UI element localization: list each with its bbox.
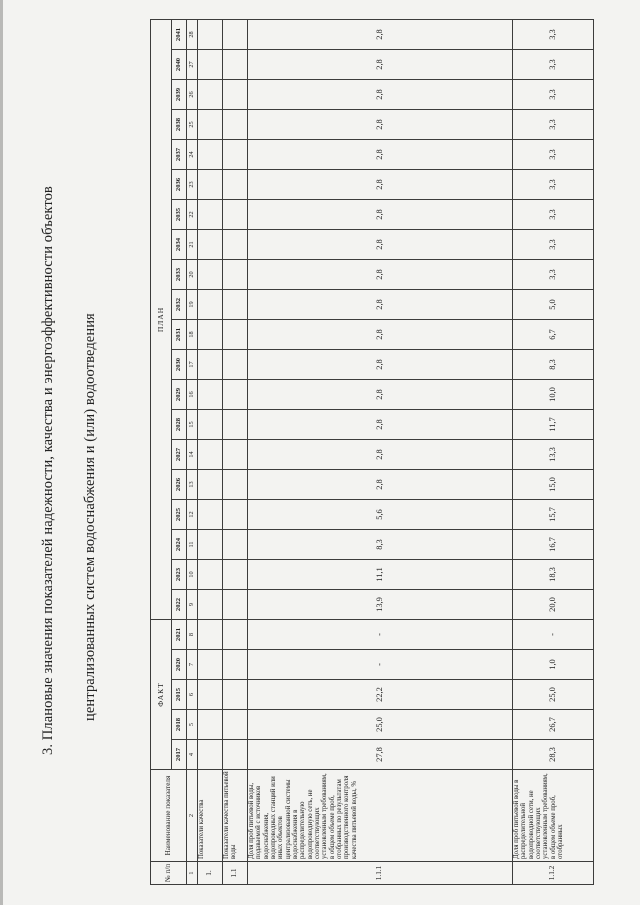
column-number: 26: [187, 80, 198, 110]
row-number: 1.1.1: [248, 862, 513, 885]
table-row: [248, 20, 513, 885]
plan-value: 3,3: [513, 170, 594, 200]
fact-value: [223, 740, 248, 770]
column-number: 4: [187, 740, 198, 770]
plan-value: [223, 560, 248, 590]
plan-value: 8,3: [248, 530, 513, 560]
plan-value: 2,8: [248, 230, 513, 260]
fact-value: [198, 680, 223, 710]
row-number: 1.: [198, 862, 223, 885]
plan-value: [223, 380, 248, 410]
column-number: 17: [187, 350, 198, 380]
fact-value: [198, 620, 223, 650]
column-number: 1: [187, 862, 198, 885]
fact-value: 27,8: [248, 740, 513, 770]
column-number: 20: [187, 260, 198, 290]
plan-value: [223, 530, 248, 560]
plan-value: 6,7: [513, 320, 594, 350]
column-number: 23: [187, 170, 198, 200]
column-number: 6: [187, 680, 198, 710]
plan-value: [198, 50, 223, 80]
plan-year-header: 2036: [172, 170, 187, 200]
plan-value: [223, 230, 248, 260]
plan-value: 3,3: [513, 110, 594, 140]
fact-year-header: 2018: [172, 710, 187, 740]
fact-value: [223, 620, 248, 650]
fact-value: 22,2: [248, 680, 513, 710]
column-number: 16: [187, 380, 198, 410]
plan-value: [198, 320, 223, 350]
fact-value: [198, 710, 223, 740]
plan-value: [198, 230, 223, 260]
column-number: 22: [187, 200, 198, 230]
plan-value: [223, 470, 248, 500]
plan-year-header: 2023: [172, 560, 187, 590]
fact-header: ФАКТ: [151, 620, 172, 770]
fact-value: 1,0: [513, 650, 594, 680]
fact-value: [223, 710, 248, 740]
plan-year-header: 2031: [172, 320, 187, 350]
plan-value: [223, 410, 248, 440]
row-indicator-name: Доля проб питьевой воды, подаваемой с источников водоснабжения, водопроводных станций или иных объектов централизованной системы водоснабжения в распределительную водопроводную сеть, не соответствующих установленным требованиям, в общем объеме проб, отобранных по результатам производственного контроля качества питьевой воды, %: [248, 770, 513, 862]
plan-value: [198, 500, 223, 530]
plan-value: [223, 110, 248, 140]
plan-value: [198, 350, 223, 380]
plan-year-header: 2037: [172, 140, 187, 170]
plan-value: [223, 590, 248, 620]
heading-line-1: 3. Плановые значения показателей надежности, качества и энергоэффективности объектов: [40, 186, 56, 755]
table-row: [223, 20, 248, 885]
column-number: 19: [187, 290, 198, 320]
plan-value: 11,1: [248, 560, 513, 590]
plan-value: 20,0: [513, 590, 594, 620]
plan-value: 2,8: [248, 260, 513, 290]
column-number: 10: [187, 560, 198, 590]
plan-value: 2,8: [248, 20, 513, 50]
plan-year-header: 2035: [172, 200, 187, 230]
plan-value: 15,7: [513, 500, 594, 530]
column-number: 28: [187, 20, 198, 50]
fact-value: 25,0: [248, 710, 513, 740]
row-number: 1.1.2: [513, 862, 594, 885]
plan-value: 3,3: [513, 230, 594, 260]
column-number: 7: [187, 650, 198, 680]
fact-value: [223, 680, 248, 710]
plan-year-header: 2038: [172, 110, 187, 140]
plan-value: [198, 440, 223, 470]
plan-year-header: 2039: [172, 80, 187, 110]
plan-value: [198, 170, 223, 200]
fact-year-header: 2020: [172, 650, 187, 680]
plan-value: [198, 380, 223, 410]
fact-value: -: [513, 620, 594, 650]
column-number: 14: [187, 440, 198, 470]
plan-year-header: 2024: [172, 530, 187, 560]
plan-value: [223, 260, 248, 290]
table-row: [198, 20, 223, 885]
plan-header: ПЛАН: [151, 20, 172, 620]
col-header-number: № п/п: [151, 862, 187, 885]
plan-year-header: 2032: [172, 290, 187, 320]
plan-value: 2,8: [248, 470, 513, 500]
plan-value: [223, 290, 248, 320]
column-number: 11: [187, 530, 198, 560]
column-number: 13: [187, 470, 198, 500]
plan-value: [198, 590, 223, 620]
column-number: 12: [187, 500, 198, 530]
column-number: 24: [187, 140, 198, 170]
plan-value: 2,8: [248, 80, 513, 110]
column-number: 2: [187, 770, 198, 862]
fact-year-header: 2017: [172, 740, 187, 770]
plan-value: [223, 170, 248, 200]
plan-value: 3,3: [513, 140, 594, 170]
plan-value: [198, 290, 223, 320]
column-number: 8: [187, 620, 198, 650]
plan-value: 13,9: [248, 590, 513, 620]
plan-year-header: 2034: [172, 230, 187, 260]
plan-value: 15,0: [513, 470, 594, 500]
fact-value: 28,3: [513, 740, 594, 770]
plan-value: 18,3: [513, 560, 594, 590]
plan-value: [198, 530, 223, 560]
heading-line-2: централизованных систем водоснабжения и (или) водоотведения: [82, 313, 98, 721]
column-number: 15: [187, 410, 198, 440]
plan-value: 3,3: [513, 80, 594, 110]
plan-year-header: 2028: [172, 410, 187, 440]
plan-value: [223, 200, 248, 230]
plan-value: 2,8: [248, 290, 513, 320]
plan-value: 2,8: [248, 320, 513, 350]
plan-year-header: 2026: [172, 470, 187, 500]
fact-value: -: [248, 620, 513, 650]
row-indicator-name: Показатели качества питьевой воды: [223, 770, 248, 862]
plan-year-header: 2022: [172, 590, 187, 620]
plan-year-header: 2041: [172, 20, 187, 50]
column-number: 25: [187, 110, 198, 140]
plan-value: [198, 470, 223, 500]
plan-value: 2,8: [248, 380, 513, 410]
plan-value: 16,7: [513, 530, 594, 560]
fact-value: [223, 650, 248, 680]
plan-value: 2,8: [248, 410, 513, 440]
plan-value: 11,7: [513, 410, 594, 440]
fact-year-header: 2015: [172, 680, 187, 710]
plan-value: [223, 350, 248, 380]
plan-value: [223, 320, 248, 350]
column-number: 9: [187, 590, 198, 620]
plan-value: [198, 410, 223, 440]
plan-value: [223, 500, 248, 530]
plan-year-header: 2040: [172, 50, 187, 80]
plan-value: [223, 80, 248, 110]
row-number: 1.1: [223, 862, 248, 885]
plan-value: [223, 440, 248, 470]
table-row: [513, 20, 594, 885]
plan-year-header: 2025: [172, 500, 187, 530]
plan-value: 2,8: [248, 140, 513, 170]
plan-value: 2,8: [248, 350, 513, 380]
plan-value: [223, 140, 248, 170]
fact-value: 26,7: [513, 710, 594, 740]
plan-value: [198, 110, 223, 140]
plan-value: 3,3: [513, 20, 594, 50]
plan-value: 3,3: [513, 50, 594, 80]
plan-year-header: 2027: [172, 440, 187, 470]
column-number: 18: [187, 320, 198, 350]
plan-value: 10,0: [513, 380, 594, 410]
fact-value: [198, 740, 223, 770]
plan-year-header: 2029: [172, 380, 187, 410]
plan-value: 8,3: [513, 350, 594, 380]
column-number: 27: [187, 50, 198, 80]
plan-value: [198, 260, 223, 290]
fact-value: 25,0: [513, 680, 594, 710]
row-indicator-name: Доля проб питьевой воды в распределительной водопроводной сети, не соответствующих установленным требованиям, в общем объеме проб, отобранных: [513, 770, 594, 862]
plan-value: 3,3: [513, 200, 594, 230]
column-number: 21: [187, 230, 198, 260]
plan-value: 2,8: [248, 110, 513, 140]
fact-year-header: 2021: [172, 620, 187, 650]
plan-value: 2,8: [248, 170, 513, 200]
plan-value: 5,6: [248, 500, 513, 530]
plan-value: 2,8: [248, 440, 513, 470]
column-number: 5: [187, 710, 198, 740]
col-header-name: Наименование показателя: [151, 770, 187, 862]
plan-value: 2,8: [248, 50, 513, 80]
plan-year-header: 2030: [172, 350, 187, 380]
plan-value: 3,3: [513, 260, 594, 290]
plan-value: [198, 200, 223, 230]
plan-value: [223, 20, 248, 50]
plan-value: 2,8: [248, 200, 513, 230]
plan-value: [198, 80, 223, 110]
plan-year-header: 2033: [172, 260, 187, 290]
fact-value: [198, 650, 223, 680]
plan-value: [198, 560, 223, 590]
plan-value: [223, 50, 248, 80]
plan-value: [198, 140, 223, 170]
row-indicator-name: Показатели качества: [198, 770, 223, 862]
plan-value: 13,3: [513, 440, 594, 470]
plan-value: 5,0: [513, 290, 594, 320]
indicators-table: [150, 19, 594, 885]
plan-value: [198, 20, 223, 50]
fact-value: -: [248, 650, 513, 680]
